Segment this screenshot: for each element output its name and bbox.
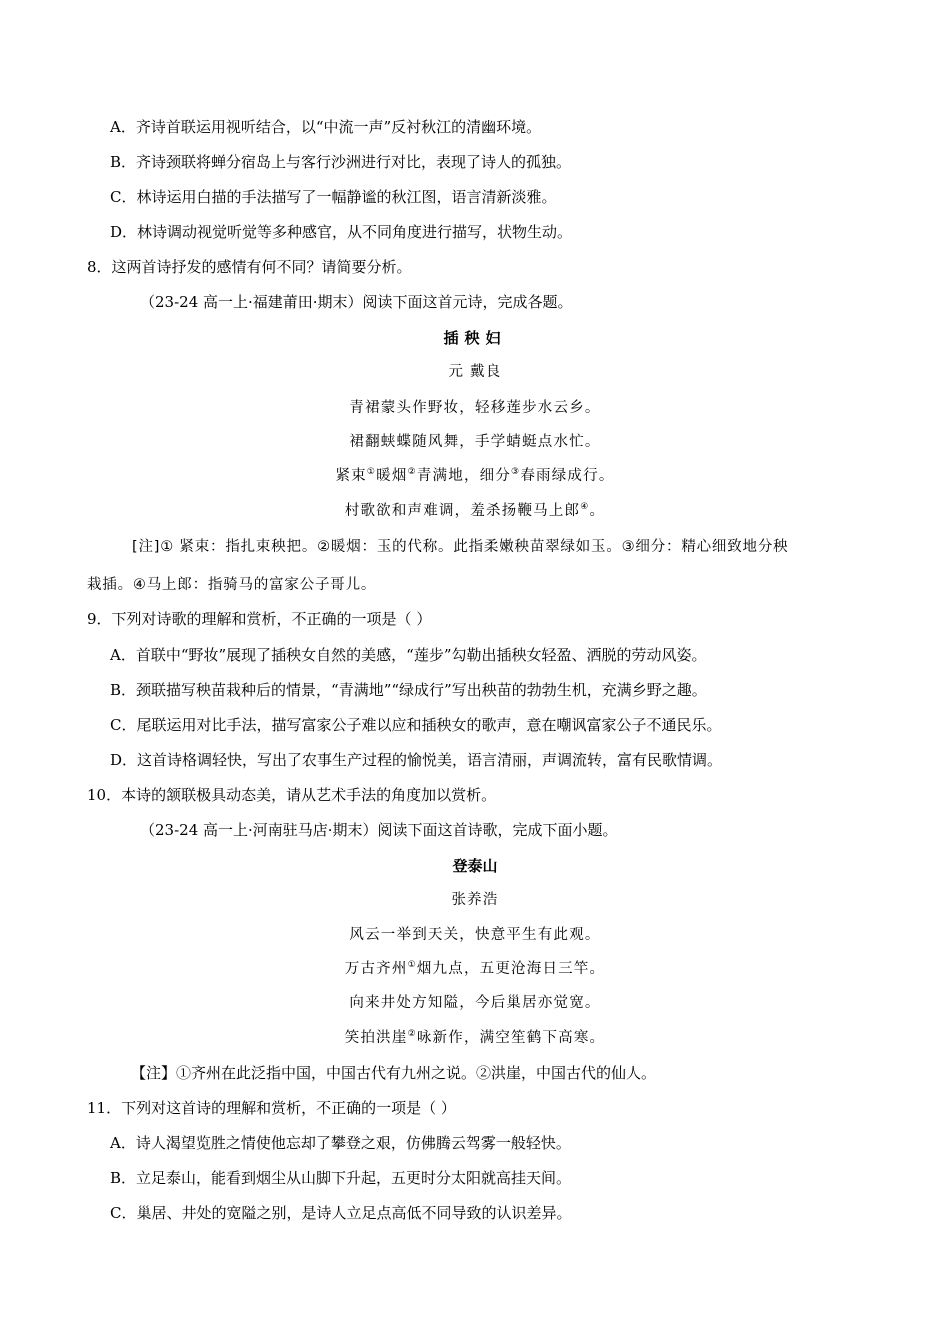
poem-author-dailiang: 元 戴良 <box>448 364 502 380</box>
q9-option-a: A．首联中“野妆”展现了插秧女自然的美感，“莲步”勾勒出插秧女轻盈、洒脱的劳动风姿。 <box>110 646 707 664</box>
poem-notes-line-2: 栽插。④马上郎：指骑马的富家公子哥儿。 <box>87 577 377 593</box>
passage-2-intro: （23-24 高一上·福建莆田·期末）阅读下面这首元诗，完成各题。 <box>140 293 573 311</box>
footnote-marker: ② <box>407 467 417 477</box>
poem-author-zhangyanghao: 张养浩 <box>451 892 499 908</box>
q7-option-d: D．林诗调动视觉听觉等多种感官，从不同角度进行描写，状物生动。 <box>110 223 573 241</box>
question-8: 8．这两首诗抒发的感情有何不同？请简要分析。 <box>87 258 412 276</box>
q11-option-c: C．巢居、井处的宽隘之别，是诗人立足点高低不同导致的认识差异。 <box>110 1204 572 1222</box>
poem-line: 笑拍洪崖②咏新作，满空笙鹤下高寒。 <box>344 1029 606 1046</box>
poem-line: 青裙蒙头作野妆，轻移莲步水云乡。 <box>349 400 601 416</box>
poem-line: 风云一举到天关，快意平生有此观。 <box>349 927 601 943</box>
question-11-stem: 11．下列对这首诗的理解和赏析，不正确的一项是（ ） <box>87 1099 456 1117</box>
q9-option-d: D．这首诗格调轻快，写出了农事生产过程的愉悦美，语言清丽，声调流转，富有民歌情调。 <box>110 751 723 769</box>
poem-title-dengtaishan: 登泰山 <box>452 857 498 875</box>
poem-title-chayangfu: 插秧妇 <box>443 329 507 347</box>
footnote-marker: ① <box>407 960 417 970</box>
q7-option-a: A．齐诗首联运用视听结合，以“中流一声”反衬秋江的清幽环境。 <box>110 118 542 136</box>
q9-option-b: B．颈联描写秧苗栽种后的情景，“青满地”“绿成行”写出秧苗的勃勃生机，充满乡野之趣。 <box>110 681 707 699</box>
poem-line: 万古齐州①烟九点，五更沧海日三竿。 <box>344 960 606 977</box>
poem-line: 向来井处方知隘，今后巢居亦觉宽。 <box>349 995 601 1011</box>
question-10: 10．本诗的颔联极具动态美，请从艺术手法的角度加以赏析。 <box>87 786 497 804</box>
poem-line: 紧束①暖烟②青满地，细分③春雨绿成行。 <box>335 467 615 484</box>
q7-option-c: C．林诗运用白描的手法描写了一幅静谧的秋江图，语言清新淡雅。 <box>110 188 557 206</box>
footnote-marker: ① <box>366 467 377 477</box>
q9-option-c: C．尾联运用对比手法，描写富家公子难以应和插秧女的歌声，意在嘲讽富家公子不通民乐。 <box>110 716 722 734</box>
passage-3-intro: （23-24 高一上·河南驻马店·期末）阅读下面这首诗歌，完成下面小题。 <box>140 821 618 839</box>
poem-line: 裙翻蛱蝶随风舞，手学蜻蜓点水忙。 <box>349 434 601 450</box>
poem-notes-line-1: [注]① 紧束：指扎束秧把。②暖烟：玉的代称。此指柔嫩秧苗翠绿如玉。③细分：精心细致地分秧 <box>132 539 789 555</box>
q11-option-b: B．立足泰山，能看到烟尘从山脚下升起，五更时分太阳就高挂天间。 <box>110 1169 572 1187</box>
footnote-marker: ④ <box>580 502 590 512</box>
footnote-marker: ③ <box>511 467 521 477</box>
footnote-marker: ② <box>407 1029 417 1039</box>
poem-notes: 【注】①齐州在此泛指中国，中国古代有九州之说。②洪崖，中国古代的仙人。 <box>131 1064 657 1082</box>
q11-option-a: A．诗人渴望览胜之情使他忘却了攀登之艰，仿佛腾云驾雾一般轻快。 <box>110 1134 571 1152</box>
question-9-stem: 9．下列对诗歌的理解和赏析，不正确的一项是（ ） <box>87 610 432 628</box>
q7-option-b: B．齐诗颈联将蝉分宿岛上与客行沙洲进行对比，表现了诗人的孤独。 <box>110 153 572 171</box>
poem-line: 村歌欲和声难调，羞杀扬鞭马上郎④。 <box>344 502 606 519</box>
